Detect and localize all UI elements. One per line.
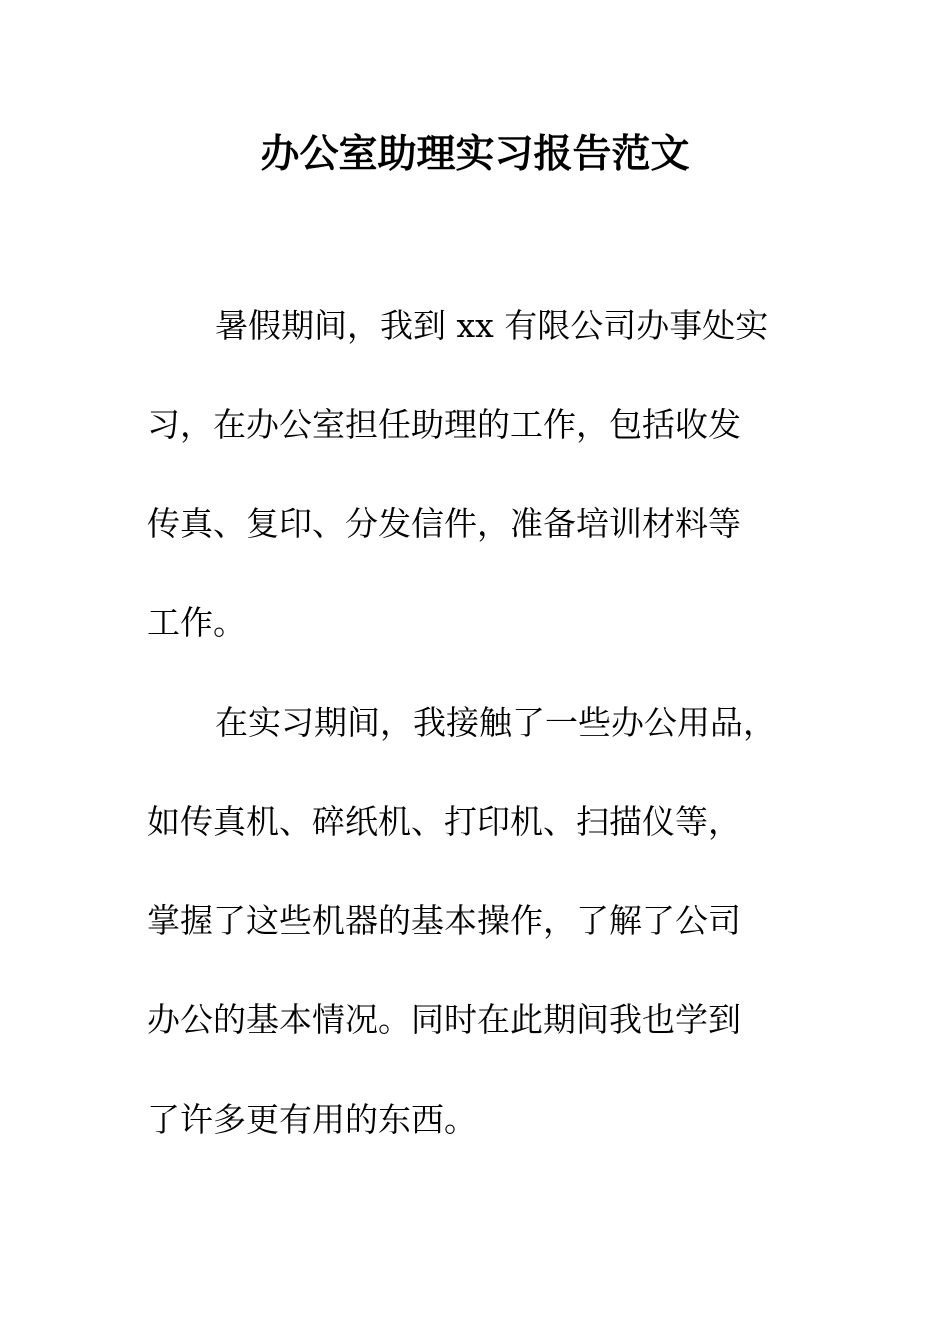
paragraph-line: 工作。 bbox=[147, 603, 246, 642]
paragraph-line: 在实习期间，我接触了一些办公用品， bbox=[215, 703, 776, 742]
paragraph-line: 暑假期间，我到 xx 有限公司办事处实 bbox=[215, 306, 769, 345]
paragraph-line: 习，在办公室担任助理的工作，包括收发 bbox=[147, 405, 741, 444]
paragraph-line: 办公的基本情况。同时在此期间我也学到 bbox=[147, 1000, 741, 1039]
paragraph-line: 了许多更有用的东西。 bbox=[147, 1100, 477, 1139]
paragraph-line: 传真、复印、分发信件，准备培训材料等 bbox=[147, 504, 741, 543]
paragraph-line: 掌握了这些机器的基本操作，了解了公司 bbox=[147, 901, 741, 940]
paragraph-line: 如传真机、碎纸机、打印机、扫描仪等， bbox=[147, 802, 741, 841]
document-title: 办公室助理实习报告范文 bbox=[260, 131, 690, 177]
